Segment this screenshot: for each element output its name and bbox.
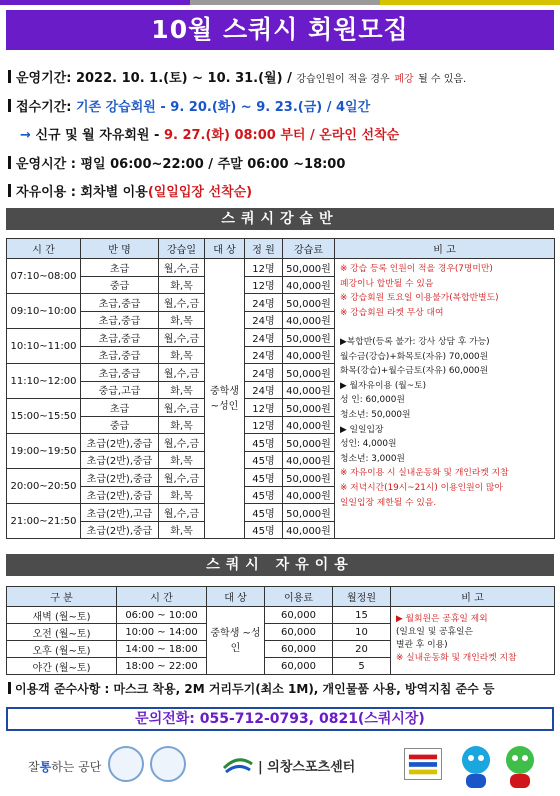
free-fee: 60,000	[265, 658, 333, 675]
free-fee: 60,000	[265, 607, 333, 624]
lesson-class: 초급,중급	[81, 311, 159, 329]
free-type: 야간 (월~토)	[7, 658, 117, 675]
lesson-time: 09:10~10:00	[7, 294, 81, 329]
lesson-class: 중급	[81, 416, 159, 434]
lesson-fee: 40,000원	[283, 381, 335, 399]
lesson-capacity: 12명	[245, 416, 283, 434]
remark-line: ※ 강습회원 라켓 무상 대여	[340, 307, 444, 318]
lesson-days: 화,목	[159, 276, 205, 294]
free-type: 오후 (월~토)	[7, 641, 117, 658]
remark-line: ▶ 월자유이용 (월~토)	[340, 380, 427, 391]
lesson-target: 중학생 ~성인	[205, 259, 245, 539]
lesson-time: 19:00~19:50	[7, 434, 81, 469]
free-time: 14:00 ~ 18:00	[117, 641, 207, 658]
free-capacity: 15	[333, 607, 391, 624]
lesson-capacity: 24명	[245, 329, 283, 347]
lesson-capacity: 24명	[245, 294, 283, 312]
lesson-days: 월,수,금	[159, 469, 205, 487]
remark-line: 성인: 4,000원	[340, 439, 397, 450]
remark-line: ▶ 월회원은 공휴일 제외	[396, 614, 488, 624]
lesson-days: 월,수,금	[159, 504, 205, 522]
rules-line: 이용객 준수사항 : 마스크 착용, 2M 거리두기(최소 1M), 개인물품 사용, 방역지침 준수 등	[8, 680, 495, 697]
remark-line: (일요일 및 공휴일은	[396, 627, 474, 637]
lesson-days: 화,목	[159, 346, 205, 364]
free-use-table	[6, 586, 555, 675]
lesson-days: 화,목	[159, 521, 205, 539]
lesson-table	[6, 238, 555, 539]
lesson-class: 초급(2반),고급	[81, 504, 159, 522]
free-fee: 60,000	[265, 641, 333, 658]
remark-line: 청소년: 3,000원	[340, 453, 405, 464]
lesson-class: 초급,중급	[81, 294, 159, 312]
remark-line: ※ 실내운동화 및 개인라켓 지참	[396, 653, 517, 663]
lesson-class: 중급	[81, 276, 159, 294]
lesson-class: 초급(2반),중급	[81, 521, 159, 539]
free-capacity: 5	[333, 658, 391, 675]
free-capacity: 20	[333, 641, 391, 658]
lesson-fee: 50,000원	[283, 504, 335, 522]
mascot-icon	[500, 744, 540, 792]
city-emblem-icon	[150, 746, 186, 782]
col-days: 강습일	[159, 239, 205, 259]
free-type: 새벽 (월~토)	[7, 607, 117, 624]
lesson-fee: 50,000원	[283, 364, 335, 382]
flag-logo-icon	[404, 748, 442, 780]
remark-line: 화목(강습)+월수금토(자유) 60,000원	[340, 366, 489, 377]
lesson-fee: 40,000원	[283, 521, 335, 539]
lesson-class: 초급(2반),중급	[81, 486, 159, 504]
free-col-time: 시 간	[117, 587, 207, 607]
lesson-fee: 40,000원	[283, 346, 335, 364]
lesson-fee: 40,000원	[283, 416, 335, 434]
free-col-target: 대 상	[207, 587, 265, 607]
footer	[0, 740, 560, 796]
free-time: 06:00 ~ 10:00	[117, 607, 207, 624]
free-col-capacity: 월정원	[333, 587, 391, 607]
lesson-time: 21:00~21:50	[7, 504, 81, 539]
free-remarks	[391, 607, 555, 675]
lesson-fee: 40,000원	[283, 486, 335, 504]
free-target: 중학생 ~성인	[207, 607, 265, 675]
lesson-days: 월,수,금	[159, 259, 205, 277]
lesson-fee: 40,000원	[283, 451, 335, 469]
agency-logo-icon	[108, 746, 144, 782]
lesson-capacity: 45명	[245, 486, 283, 504]
free-section-band: 스쿼시 자유이용	[6, 554, 554, 576]
reception-line: 접수기간: 기존 강습회원 - 9. 20.(화) ~ 9. 23.(금) / 4일간	[8, 96, 370, 115]
lesson-section-band: 스쿼시강습반	[6, 208, 554, 230]
free-fee: 60,000	[265, 624, 333, 641]
remark-line: 별관 후 이용)	[396, 640, 448, 650]
lesson-class: 초급	[81, 259, 159, 277]
lesson-capacity: 12명	[245, 259, 283, 277]
lesson-class: 초급,중급	[81, 346, 159, 364]
lesson-capacity: 45명	[245, 521, 283, 539]
lesson-time: 15:00~15:50	[7, 399, 81, 434]
lesson-days: 월,수,금	[159, 434, 205, 452]
lesson-fee: 50,000원	[283, 259, 335, 277]
remark-line: ※ 강습 등록 인원이 적을 경우(7명미만)	[340, 264, 493, 274]
lesson-time: 10:10~11:00	[7, 329, 81, 364]
lesson-days: 화,목	[159, 486, 205, 504]
free-col-remarks: 비 고	[391, 587, 555, 607]
remark-line: ※ 자유이용 시 실내운동화 및 개인라켓 지참	[340, 468, 509, 479]
lesson-capacity: 12명	[245, 276, 283, 294]
lesson-fee: 50,000원	[283, 294, 335, 312]
page-title: 10월 스쿼시 회원모집	[6, 10, 554, 50]
lesson-fee: 50,000원	[283, 434, 335, 452]
table-row	[7, 607, 555, 624]
lesson-header-row	[7, 239, 555, 259]
lesson-capacity: 24명	[245, 364, 283, 382]
lesson-days: 화,목	[159, 416, 205, 434]
lesson-class: 중급,고급	[81, 381, 159, 399]
lesson-capacity: 45명	[245, 434, 283, 452]
lesson-days: 월,수,금	[159, 364, 205, 382]
free-capacity: 10	[333, 624, 391, 641]
lesson-days: 화,목	[159, 381, 205, 399]
lesson-time: 11:10~12:00	[7, 364, 81, 399]
lesson-class: 초급	[81, 399, 159, 417]
col-fee: 강습료	[283, 239, 335, 259]
contact-phone: 문의전화: 055-712-0793, 0821(스쿼시장)	[6, 707, 554, 731]
top-color-strip	[0, 0, 560, 5]
new-member-line: → 신규 및 월 자유회원 - 9. 27.(화) 08:00 부터 / 온라인 선착순	[20, 128, 400, 143]
lesson-fee: 50,000원	[283, 399, 335, 417]
remark-line: 폐강이나 합반될 수 있음	[340, 278, 434, 289]
lesson-capacity: 45명	[245, 469, 283, 487]
lesson-capacity: 45명	[245, 451, 283, 469]
lesson-fee: 40,000원	[283, 311, 335, 329]
free-type: 오전 (월~토)	[7, 624, 117, 641]
sports-center-name: | 의창스포츠센터	[258, 760, 356, 775]
remark-line: ※ 강습회원 토요일 이용불가(복합반별도)	[340, 293, 499, 304]
lesson-time: 20:00~20:50	[7, 469, 81, 504]
free-time: 10:00 ~ 14:00	[117, 624, 207, 641]
col-target: 대 상	[205, 239, 245, 259]
lesson-capacity: 12명	[245, 399, 283, 417]
remark-line: ▶ 일일입장	[340, 424, 384, 435]
lesson-capacity: 24명	[245, 381, 283, 399]
remark-line: ※ 저녁시간(19시~21시) 이용인원이 많아	[340, 482, 503, 493]
lesson-days: 월,수,금	[159, 329, 205, 347]
free-header-row	[7, 587, 555, 607]
remark-line	[340, 320, 551, 335]
lesson-capacity: 24명	[245, 346, 283, 364]
lesson-fee: 50,000원	[283, 329, 335, 347]
table-row	[7, 259, 555, 277]
free-col-type: 구 분	[7, 587, 117, 607]
remark-line: 청소년: 50,000원	[340, 409, 411, 420]
free-col-fee: 이용료	[265, 587, 333, 607]
remark-line: 월수금(강습)+화목토(자유) 70,000원	[340, 351, 489, 362]
col-class: 반 명	[81, 239, 159, 259]
lesson-days: 화,목	[159, 451, 205, 469]
mascot-icon	[456, 744, 496, 792]
lesson-remarks	[335, 259, 555, 539]
lesson-fee: 40,000원	[283, 276, 335, 294]
lesson-class: 초급(2반),중급	[81, 451, 159, 469]
lesson-class: 초급,중급	[81, 329, 159, 347]
hours-line: 운영시간 : 평일 06:00~22:00 / 주말 06:00 ~18:00	[8, 153, 345, 172]
lesson-capacity: 24명	[245, 311, 283, 329]
lesson-class: 초급(2반),중급	[81, 434, 159, 452]
col-time: 시 간	[7, 239, 81, 259]
lesson-capacity: 45명	[245, 504, 283, 522]
lesson-days: 월,수,금	[159, 399, 205, 417]
lesson-fee: 50,000원	[283, 469, 335, 487]
col-capacity: 정 원	[245, 239, 283, 259]
remark-line: ▶복합반(등록 불가: 강사 상담 후 가능)	[340, 336, 490, 347]
lesson-time: 07:10~08:00	[7, 259, 81, 294]
lesson-days: 월,수,금	[159, 294, 205, 312]
free-time: 18:00 ~ 22:00	[117, 658, 207, 675]
col-remarks: 비 고	[335, 239, 555, 259]
lesson-days: 화,목	[159, 311, 205, 329]
remark-line: 성 인: 60,000원	[340, 395, 405, 406]
changwon-logo-icon	[222, 750, 254, 778]
slogan: 잘통하는 공단	[28, 760, 102, 774]
period-line: 운영기간: 2022. 10. 1.(토) ~ 10. 31.(월) / 강습인원이 적을 경우 폐강 될 수 있음.	[8, 67, 466, 86]
remark-line: 일일입장 제한될 수 있음.	[340, 497, 437, 508]
lesson-class: 초급(2반),중급	[81, 469, 159, 487]
lesson-class: 초급,중급	[81, 364, 159, 382]
free-use-line: 자유이용 : 회차별 이용(일일입장 선착순)	[8, 181, 252, 200]
